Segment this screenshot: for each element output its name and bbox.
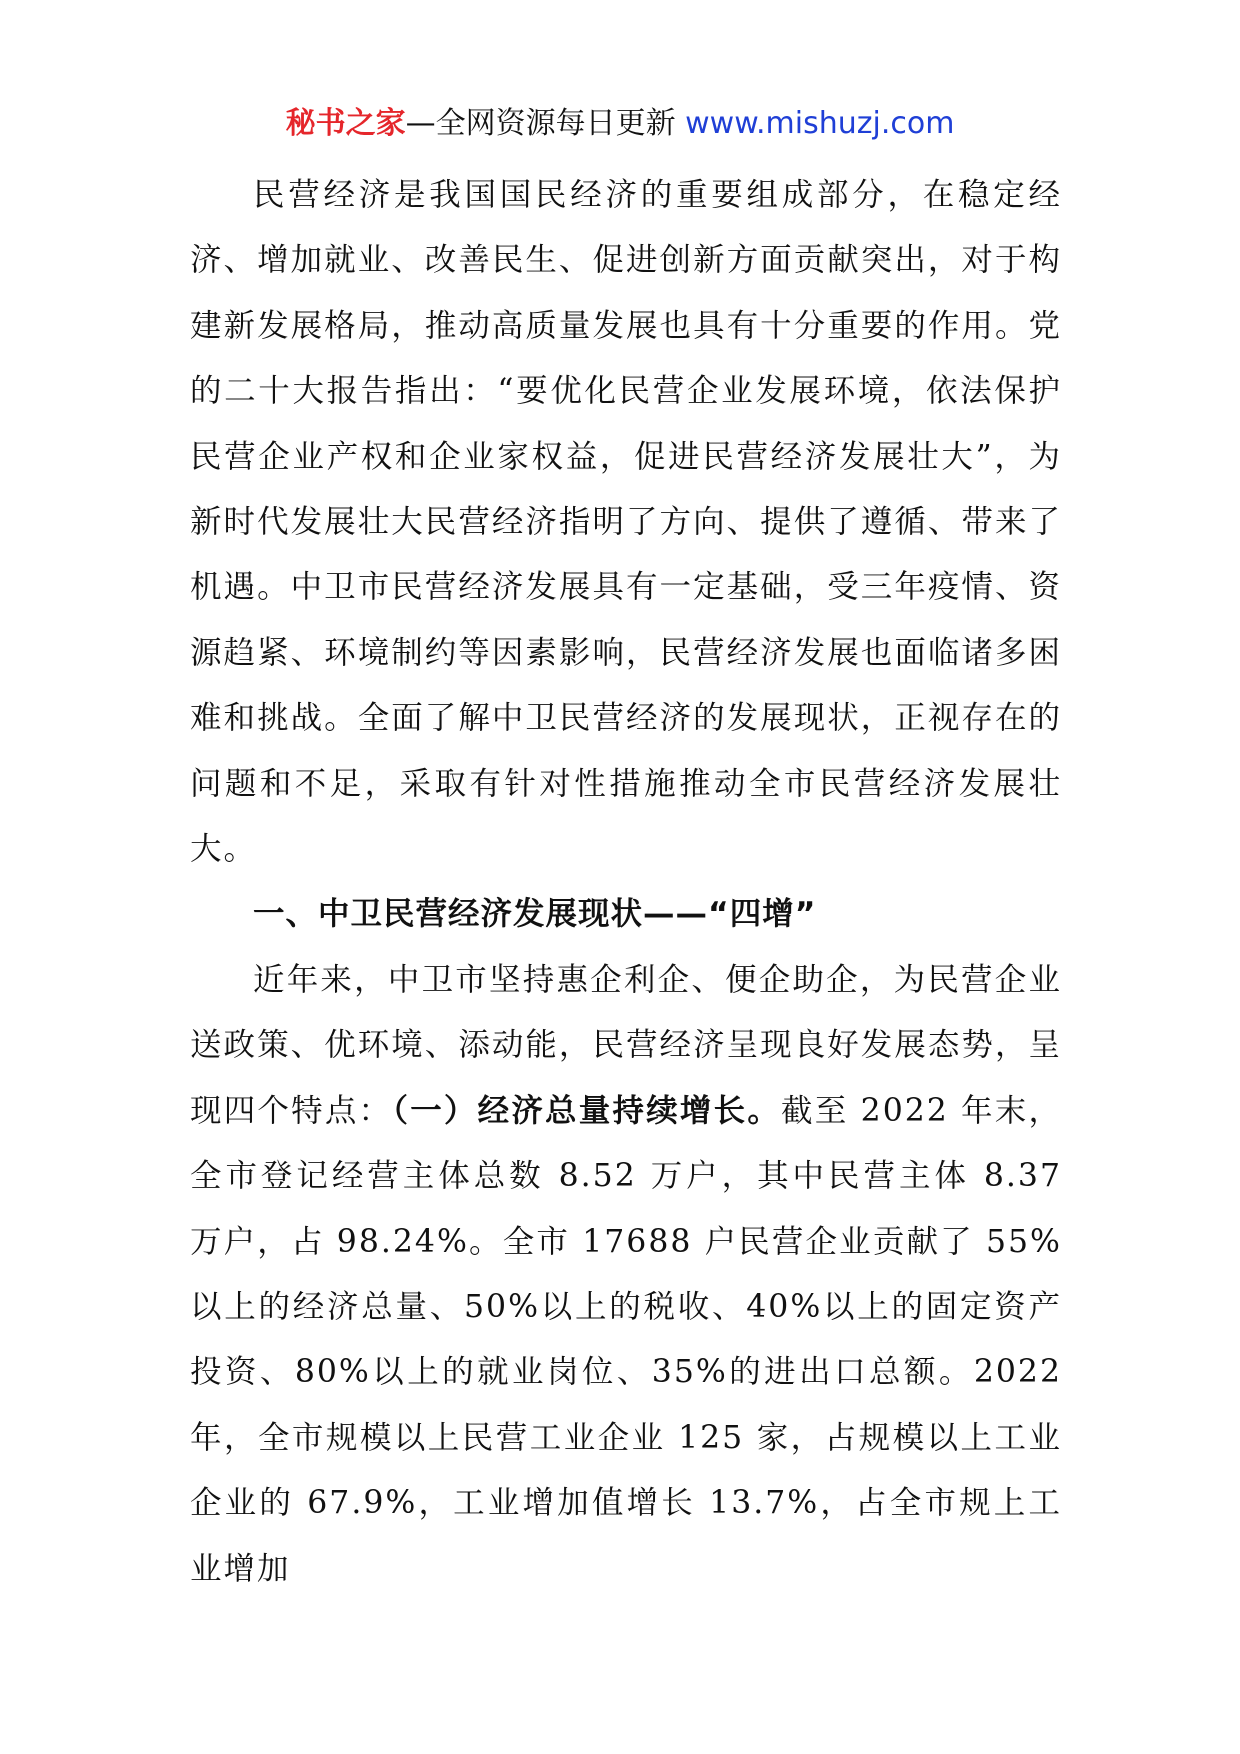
section-paragraph-lead: 近年来，中卫市坚持惠企利企、便企助企，为民营企业送政策、优环境、添动能，民营经济呈现良好发展态势，呈现四个特点： [190, 961, 1062, 1129]
intro-paragraph: 民营经济是我国国民经济的重要组成部分，在稳定经济、增加就业、改善民生、促进创新方面贡献突出，对于构建新发展格局，推动高质量发展也具有十分重要的作用。党的二十大报告指出：“要优化民营企业发展环境，依法保护民营企业产权和企业家权益，促进民营经济发展壮大”，为新时代发展壮大民营经济指明了方向、提供了遵循、带来了机遇。中卫市民营经济发展具有一定基础，受三年疫情、资源趋紧、环境制约等因素影响，民营经济发展也面临诸多困难和挑战。全面了解中卫民营经济的发展现状，正视存在的问题和不足，采取有针对性措施推动全市民营经济发展壮大。 [190, 177, 1062, 868]
site-url-link[interactable]: www.mishuzj.com [685, 106, 955, 141]
site-header [0, 102, 1240, 146]
document-body [190, 163, 1062, 1602]
subsection-heading-inline: （一）经济总量持续增长。 [392, 1092, 782, 1129]
site-slogan: —全网资源每日更新 [405, 106, 676, 141]
site-brand: 秘书之家 [285, 106, 406, 141]
section-paragraph [190, 948, 1062, 1602]
section-heading: 一、中卫民营经济发展现状——“四增” [253, 896, 817, 933]
section-paragraph-rest: 截至 2022 年末，全市登记经营主体总数 8.52 万户，其中民营主体 8.37 万户，占 98.24%。全市 17688 户民营企业贡献了 55%以上的经济总量、50%以上的税收、40%以上的固定资产投资、80%以上的就业岗位、35%的进出口总额。2022 年，全市规模以上民营工业企业 125 家，占规模以上工业企业的 67.9%，工业增加值增长 13.7%，占全市规上工业增加 [190, 1092, 1062, 1587]
